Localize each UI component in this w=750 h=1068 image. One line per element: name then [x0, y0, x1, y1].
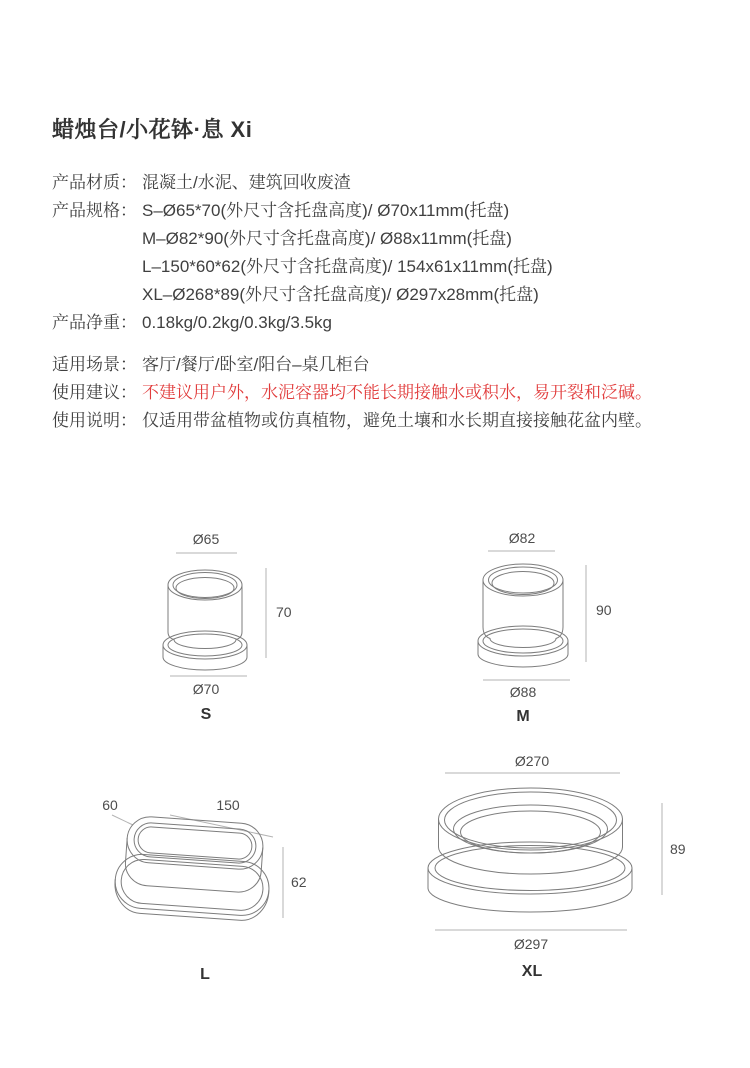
- usage-value: 仅适用带盆植物或仿真植物，避免土壤和水长期直接接触花盆内壁。: [142, 411, 652, 430]
- spec-value: XL–Ø268*89(外尺寸含托盘高度)/ Ø297x28mm(托盘): [142, 285, 539, 304]
- spec-label: [52, 281, 142, 309]
- spec-label: [52, 253, 142, 281]
- s-size-label: S: [200, 706, 212, 723]
- usage-row-instructions: [52, 407, 652, 435]
- xl-bottom-dim-label: Ø297: [513, 936, 549, 952]
- xl-height-dim-label: 89: [670, 841, 686, 857]
- usage-warning-text: 不建议用户外，水泥容器均不能长期接触水或积水，易开裂和泛碱。: [142, 383, 652, 402]
- spec-label: 产品材质：: [52, 173, 137, 192]
- spec-value: L–150*60*62(外尺寸含托盘高度)/ 154x61x11mm(托盘): [142, 257, 553, 276]
- drawing-size-xl: [410, 740, 720, 990]
- xl-top-dim-label: Ø270: [514, 753, 550, 769]
- m-size-label: M: [516, 708, 530, 725]
- spec-row-weight: [52, 309, 553, 337]
- m-pot-outline: [483, 564, 563, 648]
- drawing-size-m: [438, 520, 658, 730]
- l-width-dim-line: [170, 815, 273, 837]
- spec-value: M–Ø82*90(外尺寸含托盘高度)/ Ø88x11mm(托盘): [142, 229, 512, 248]
- usage-info-block: [52, 351, 652, 435]
- usage-label: 使用说明：: [52, 411, 137, 430]
- l-height-dim-label: 62: [291, 874, 307, 890]
- m-height-dim-label: 90: [596, 602, 612, 618]
- xl-size-label: XL: [521, 963, 543, 980]
- spec-row-size-m: [52, 225, 553, 253]
- drawing-size-s: [128, 520, 348, 730]
- m-bottom-dim-label: Ø88: [509, 684, 537, 700]
- usage-value: 客厅/餐厅/卧室/阳台–桌几柜台: [142, 355, 370, 374]
- l-depth-dim-label: 60: [102, 797, 118, 813]
- usage-row-scenes: [52, 351, 652, 379]
- spec-row-size-l: [52, 253, 553, 281]
- l-width-dim-label: 150: [216, 797, 240, 813]
- spec-row-size-xl: [52, 281, 553, 309]
- spec-value: S–Ø65*70(外尺寸含托盘高度)/ Ø70x11mm(托盘): [142, 201, 510, 220]
- usage-label: 使用建议：: [52, 383, 137, 402]
- s-height-dim-label: 70: [276, 604, 292, 620]
- spec-label: 产品净重：: [52, 313, 137, 332]
- page-title: 蜡烛台/小花钵·息 Xi: [52, 117, 253, 142]
- s-bottom-dim-label: Ø70: [192, 681, 220, 697]
- l-depth-dim-line: [112, 815, 133, 825]
- product-spec-block: [52, 169, 553, 337]
- m-top-dim-label: Ø82: [508, 530, 536, 546]
- xl-bowl-outline: [439, 788, 623, 874]
- l-tray-outline: [113, 853, 271, 923]
- spec-label: [52, 225, 142, 253]
- spec-label: 产品规格：: [52, 201, 137, 220]
- usage-row-advice: [52, 379, 652, 407]
- spec-value: 0.18kg/0.2kg/0.3kg/3.5kg: [142, 313, 332, 332]
- m-tray-outline: [478, 626, 568, 667]
- spec-value: 混凝土/水泥、建筑回收废渣: [142, 173, 351, 192]
- s-top-dim-label: Ø65: [192, 531, 220, 547]
- spec-row-material: [52, 169, 553, 197]
- drawing-size-l: [70, 780, 330, 1000]
- l-size-label: L: [200, 966, 210, 983]
- spec-row-size-s: [52, 197, 553, 225]
- s-tray-outline: [163, 631, 247, 670]
- usage-label: 适用场景：: [52, 355, 137, 374]
